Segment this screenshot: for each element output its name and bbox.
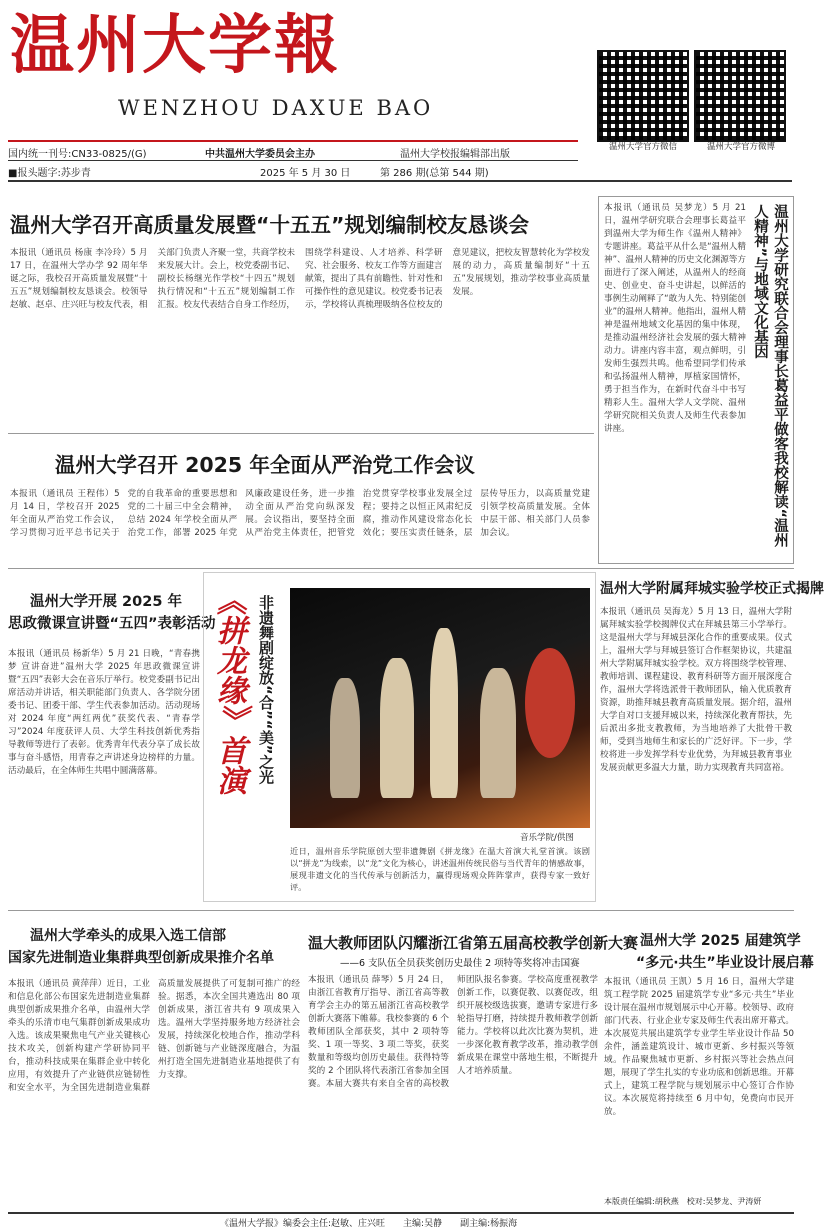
article-9-headline-line1: 温州大学 2025 届建筑学 — [640, 933, 801, 949]
article-8-body: 本报讯（通讯员 薛琴）5 月 24 日，由浙江省教育厅指导、浙江省高等教育学会主办的第五届浙江省高校教学创新大赛落下帷幕。我校参赛的 6 个教师团队全部获奖，其中 2 项特等奖、1 项一等奖、3 项二等奖，获奖数量和等级均创历史最佳。获得特等奖的 2 个团队将代表浙江省参加全国赛。本届大赛共有来自全省的高校教师团队报名参赛。学校高度重视教学创新工作，以赛促教、以赛促改，组织开展校级选拔赛，邀请专家进行多轮指导打磨，持续提升教师教学创新能力。学校将以此次比赛为契机，进一步深化教育教学改革，推动教学创新成果在课堂中落地生根，不断提升人才培养质量。 — [308, 975, 598, 1089]
qr-code-weibo — [694, 50, 786, 142]
masthead-bottom-rule — [8, 180, 792, 182]
article-6-headline: 温州大学附属拜城实验学校正式揭牌 — [600, 581, 824, 597]
performance-photo — [290, 588, 590, 828]
issue-date: 2025 年 5 月 30 日 — [260, 168, 351, 179]
issn-number: 国内统一刊号:CN33-0825/(G) — [8, 149, 147, 160]
article-3-body: 本报讯（通讯员 吴梦龙）5 月 21 日，温州学研究联合会理事长葛益平到温州大学为师生作《温州人精神》专题讲座。葛益平从什么是“温州人精神”、温州人精神的历史文化渊源等方面进行了深入阐述，从温州人的经商史、创业史、奋斗史讲起，以鲜活的事例生动阐释了“敢为人先、特别能创业”的温州人精神。他指出，温州人精神是温州地域文化基因的集中体现，是推动温州经济社会发展的强大精神动力。讲座内容丰富，观点鲜明，引发师生强烈共鸣。他希望同学们传承和弘扬温州人精神，厚植家国情怀，勇于担当作为，在新时代奋斗中书写精彩人生。温州大学人文学院、温州学研究院相关负责人及师生代表参加讲座。 — [604, 203, 746, 434]
article-8-subhead: ——6 支队伍全员获奖创历史最佳 2 项特等奖将冲击国赛 — [340, 958, 580, 969]
footer-rule — [8, 1212, 794, 1214]
article-6-body: 本报讯（通讯员 吴海龙）5 月 13 日，温州大学附属拜城实验学校揭牌仪式在拜城县第三小学举行。这是温州大学与拜城县深化合作的重要成果。仪式上，温州大学与拜城县签订合作框架协议，共建温州大学附属拜城实验学校。双方将围绕学校管理、教师培训、课程建设、教育科研等方面开展深度合作，温州大学将选派骨干教师团队，输入优质教育资源，助推拜城县教育高质量发展。据介绍，温州大学自对口支援拜城以来，持续深化教育帮扶，先后派出多批支教教师，为当地培养了大批骨干教师，受到当地师生和家长的广泛好评。下一步，学校将进一步发挥学科专业优势，为拜城县教育事业发展贡献更多温大力量，助力实现教育共同富裕。 — [600, 607, 792, 773]
dancer-figure-3 — [430, 628, 458, 798]
article-2-body: 本报讯（通讯员 王程伟）5 月 14 日，学校召开 2025 年全面从严治党工作会议，学习贯彻习近平总书记关于党的自我革命的重要思想和党的二十届三中全会精神，总结 2024 年学校全面从严治党工作，部署 2025 年党风廉政建设任务，进一步推动全面从严治党向纵深发展。会议指出，要坚持全面从严治党主体责任，把管党治党贯穿学校事业发展全过程；要持之以恒正风肃纪反腐，推动作风建设常态化长效化；要压实责任链条，层层传导压力，以高质量党建引领学校高质量发展。全体中层干部、相关部门人员参加会议。 — [10, 489, 590, 538]
issue-number: 第 286 期(总第 544 期) — [380, 168, 489, 179]
article-9-headline-line2: “多元·共生”毕业设计展启幕 — [636, 955, 814, 971]
article-8-headline: 温大教师团队闪耀浙江省第五届高校教学创新大赛 — [308, 934, 639, 952]
article-7-headline-line1: 温州大学牵头的成果入选工信部 — [30, 928, 226, 944]
page-editor-credit: 本版责任编辑:胡秋燕 校对:吴梦龙、尹涛妍 — [604, 1197, 762, 1206]
publisher: 温州大学校报编辑部出版 — [400, 149, 510, 160]
photo-credit: 音乐学院/供图 — [520, 833, 574, 843]
dancer-figure-4 — [480, 668, 516, 798]
dragon-head-prop — [525, 648, 575, 758]
article-2-headline: 温州大学召开 2025 年全面从严治党工作会议 — [55, 453, 475, 477]
lower-rule — [8, 910, 794, 911]
article-4-headline-line2: 思政微课宣讲暨“五四”表彰活动 — [8, 616, 216, 632]
inscription: ■报头题字:苏步青 — [8, 168, 91, 179]
photo-caption: 近日，温州音乐学院原创大型非遗舞剧《拼龙缘》在温大首演大礼堂首演。该剧以“拼龙”为线索，以“龙”文化为核心，讲述温州传统民俗与当代青年的情感故事，展现非遗文化的当代传承与创新活力，赢得现场观众阵阵掌声，获得专家一致好评。 — [290, 846, 590, 892]
article-3-title: 温州大学研究联合会理事长葛益平做客我校解读“温州人精神”与地域文化基因 — [752, 204, 788, 548]
masthead-title: 温州大学報 — [10, 8, 340, 83]
article-4-body: 本报讯（通讯员 杨新华）5 月 21 日晚，“青春携梦 宣讲奋进”温州大学 2025 年思政微课宣讲暨“五四”表彰大会在音乐厅举行。校党委副书记出席活动并讲话，相关职能部门负责人、各学院分团委书记、团委干部、学生代表参加活动。活动现场对 2024 年度“两红两优”获奖代表、“青春学习”2024 年度获评人员、大学生科技创新优秀指导教师等进行了表彰。优秀青年代表分享了成长故事与奋斗感悟，用青春之声讲述身边榜样的力量。活动最后，在全体师生共唱中圆满落幕。 — [8, 649, 200, 776]
info-rule — [8, 160, 578, 161]
sponsor: 中共温州大学委员会主办 — [205, 149, 315, 160]
article-4-headline-line1: 温州大学开展 2025 年 — [30, 594, 182, 610]
article-2-rule — [8, 433, 594, 434]
article-5-title: 《拼龙缘》首演 — [211, 585, 246, 795]
qr-caption-wechat: 温州大学官方微信 — [608, 142, 677, 152]
article-7-body: 本报讯（通讯员 黄萍萍）近日，工业和信息化部公布国家先进制造业集群典型创新成果推介名单，由温州大学牵头的乐清市电气集群创新成果成功入选。该成果聚焦电气产业关键核心技术攻关，创新构建产学研协同平台，推动科技成果在集群企业中转化应用，有效提升了产业链供应链韧性和安全水平，为全国先进制造业集群高质量发展提供了可复制可推广的经验。据悉，本次全国共遴选出 80 项创新成果，浙江省共有 9 项成果入选。温州大学坚持服务地方经济社会发展，持续深化校地合作，推动学科链、创新链与产业链深度融合，为温州打造全国先进制造业基地提供了有力支撑。 — [8, 979, 300, 1093]
mid-rule — [8, 568, 794, 569]
dancer-figure-1 — [330, 678, 360, 798]
article-1-body: 本报讯（通讯员 杨康 李冷玲）5 月 17 日，在温州大学办学 92 周年华诞之际，我校召开高质量发展暨“十五五”规划编制校友恳谈会。校领导赵敏、赵卓、庄兴旺与校友代表，相关部门负责人齐聚一堂，共商学校未来发展大计。会上，校党委副书记、副校长杨继光作学校“十四五”规划执行情况和“十五五”规划编制工作汇报。校友代表结合自身工作经历，围绕学科建设、人才培养、科学研究、社会服务、校友工作等方面建言献策，提出了具有前瞻性、针对性和可操作性的意见建议。校党委书记表示，学校将认真梳理吸纳各位校友的意见建议，把校友智慧转化为学校发展的动力，高质量编制好“十五五”发展规划，推动学校事业高质量发展。 — [10, 248, 591, 310]
qr-code-wechat — [597, 50, 689, 142]
dancer-figure-2 — [380, 658, 414, 798]
masthead-pinyin: WENZHOU DAXUE BAO — [118, 96, 434, 120]
article-9-body: 本报讯（通讯员 王凯）5 月 16 日，温州大学建筑工程学院 2025 届建筑学专业“多元·共生”毕业设计展在温州市规划展示中心开幕。校领导、政府部门代表、行业企业专家及师生代表出席开幕式。本次展览共展出建筑学专业学生毕业设计作品 50 余件，涵盖建筑设计、城市更新、乡村振兴等领域。作品聚焦城市更新、乡村振兴等社会热点问题，展现了学生扎实的专业功底和创新思维。开幕式上，建筑工程学院与规划展示中心签订合作协议。本次展览将持续至 6 月中旬，免费向市民开放。 — [604, 977, 794, 1117]
article-7-headline-line2: 国家先进制造业集群典型创新成果推介名单 — [8, 950, 274, 966]
qr-caption-weibo: 温州大学官方微博 — [706, 142, 775, 152]
article-1-headline: 温州大学召开高质量发展暨“十五五”规划编制校友恳谈会 — [10, 213, 529, 237]
article-5-subtitle: 非遗舞剧绽放“合”“美”之光 — [257, 595, 275, 785]
footer-staff: 《温州大学报》编委会主任:赵敏、庄兴旺 主编:吴静 副主编:杨振海 — [220, 1219, 518, 1229]
masthead-rule — [8, 140, 578, 142]
